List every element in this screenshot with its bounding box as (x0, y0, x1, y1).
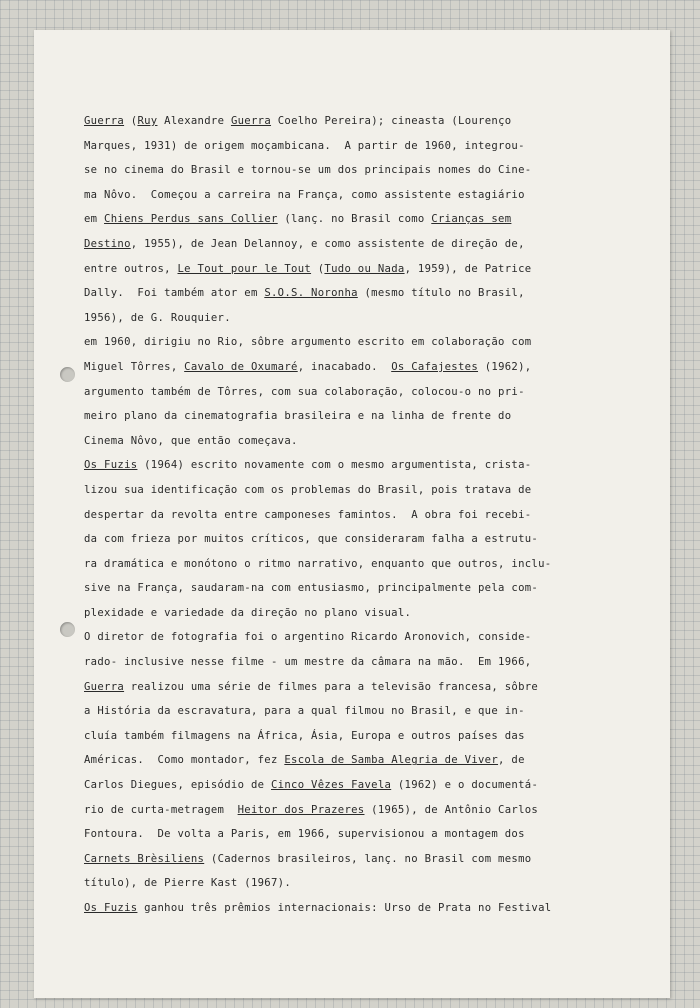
text-line: rio de curta-metragem Heitor dos Prazeres (1965), de Antônio Carlos (84, 803, 539, 816)
text-line: se no cinema do Brasil e tornou-se um dos principais nomes do Cine- (84, 164, 532, 177)
text-line: entre outros, Le Tout pour le Tout (Tudo ou Nada, 1959), de Patrice (84, 262, 532, 275)
underlined-title: Chiens Perdus sans Collier (104, 213, 278, 226)
text-line: título), de Pierre Kast (1967). (84, 877, 292, 890)
text-line: Os Fuzis (1964) escrito novamente com o mesmo argumentista, crista- (84, 459, 532, 472)
underlined-title: Tudo ou Nada (324, 262, 405, 275)
text-line: meiro plano da cinematografia brasileira e na linha de frente do (84, 410, 512, 423)
underlined-title: Guerra (84, 115, 125, 127)
text-line: O diretor de fotografia foi o argentino Ricardo Aronovich, conside- (84, 631, 532, 644)
underlined-title: Cinco Vêzes Favela (270, 779, 392, 792)
text-line: argumento também de Tôrres, com sua colaboração, colocou-o no pri- (84, 385, 525, 398)
underlined-title: Os Fuzis (84, 459, 138, 472)
text-line: Américas. Como montador, fez Escola de Samba Alegria de Viver, de (84, 754, 525, 767)
text-line: Fontoura. De volta a Paris, em 1966, supervisionou a montagem dos (84, 828, 525, 841)
underlined-title: Escola de Samba Alegria de Viver (284, 754, 499, 767)
text-line: Cinema Nôvo, que então começava. (84, 434, 298, 447)
text-line: cluía também filmagens na África, Ásia, Europa e outros países das (84, 729, 525, 742)
underlined-title: Guerra (84, 680, 125, 693)
text-line: rado- inclusive nesse filme - um mestre da câmara na mão. Em 1966, (84, 656, 532, 669)
text-line: Carnets Brèsiliens (Cadernos brasileiros, lanç. no Brasil com mesmo (84, 852, 532, 865)
text-line: em Chiens Perdus sans Collier (lanç. no Brasil como Crianças sem (84, 213, 512, 226)
punch-hole (60, 367, 75, 382)
text-line: a História da escravatura, para a qual filmou no Brasil, e que in- (84, 705, 525, 718)
text-line: da com frieza por muitos críticos, que consideraram falha a estrutu- (84, 533, 539, 546)
underlined-title: S.O.S. Noronha (264, 287, 358, 300)
underlined-title: Carnets Brèsiliens (84, 852, 205, 865)
text-line: sive na França, saudaram-na com entusiasmo, principalmente pela com- (84, 582, 539, 595)
text-line: Os Fuzis ganhou três prêmios internacionais: Urso de Prata no Festival (84, 902, 552, 914)
underlined-title: Crianças sem (431, 213, 512, 226)
document-body (84, 109, 654, 921)
text-line: 1956), de G. Rouquier. (84, 311, 231, 324)
underlined-title: Le Tout pour le Tout (177, 262, 312, 275)
underlined-title: Os Fuzis (84, 902, 138, 914)
text-line: Miguel Tôrres, Cavalo de Oxumaré, inacabado. Os Cafajestes (1962), (84, 360, 532, 373)
text-line: Marques, 1931) de origem moçambicana. A partir de 1960, integrou- (84, 139, 525, 152)
text-line: Guerra realizou uma série de filmes para a televisão francesa, sôbre (84, 680, 539, 693)
text-line: plexidade e variedade da direção no plano visual. (84, 606, 412, 619)
underlined-title: Heitor dos Prazeres (237, 803, 365, 816)
text-line: Dally. Foi também ator em S.O.S. Noronha (mesmo título no Brasil, (84, 287, 525, 300)
text-line: Destino, 1955), de Jean Delannoy, e como assistente de direção de, (84, 237, 525, 250)
text-line: em 1960, dirigiu no Rio, sôbre argumento escrito em colaboração com (84, 336, 532, 349)
underlined-title: Ruy (137, 115, 158, 127)
text-line: Guerra (Ruy Alexandre Guerra Coelho Pereira); cineasta (Lourenço (84, 115, 512, 127)
text-line: lizou sua identificação com os problemas do Brasil, pois tratava de (84, 483, 532, 496)
punch-hole (60, 622, 75, 637)
text-line: Carlos Diegues, episódio de Cinco Vêzes Favela (1962) e o documentá- (84, 779, 539, 792)
underlined-title: Cavalo de Oxumaré (184, 360, 298, 373)
underlined-title: Os Cafajestes (391, 360, 479, 373)
underlined-title: Destino (84, 237, 131, 250)
text-line: despertar da revolta entre camponeses famintos. A obra foi recebi- (84, 508, 532, 521)
underlined-title: Guerra (230, 115, 272, 127)
text-line: ma Nôvo. Começou a carreira na França, como assistente estagiário (84, 188, 525, 201)
text-line: ra dramática e monótono o ritmo narrativo, enquanto que outros, inclu- (84, 557, 552, 570)
